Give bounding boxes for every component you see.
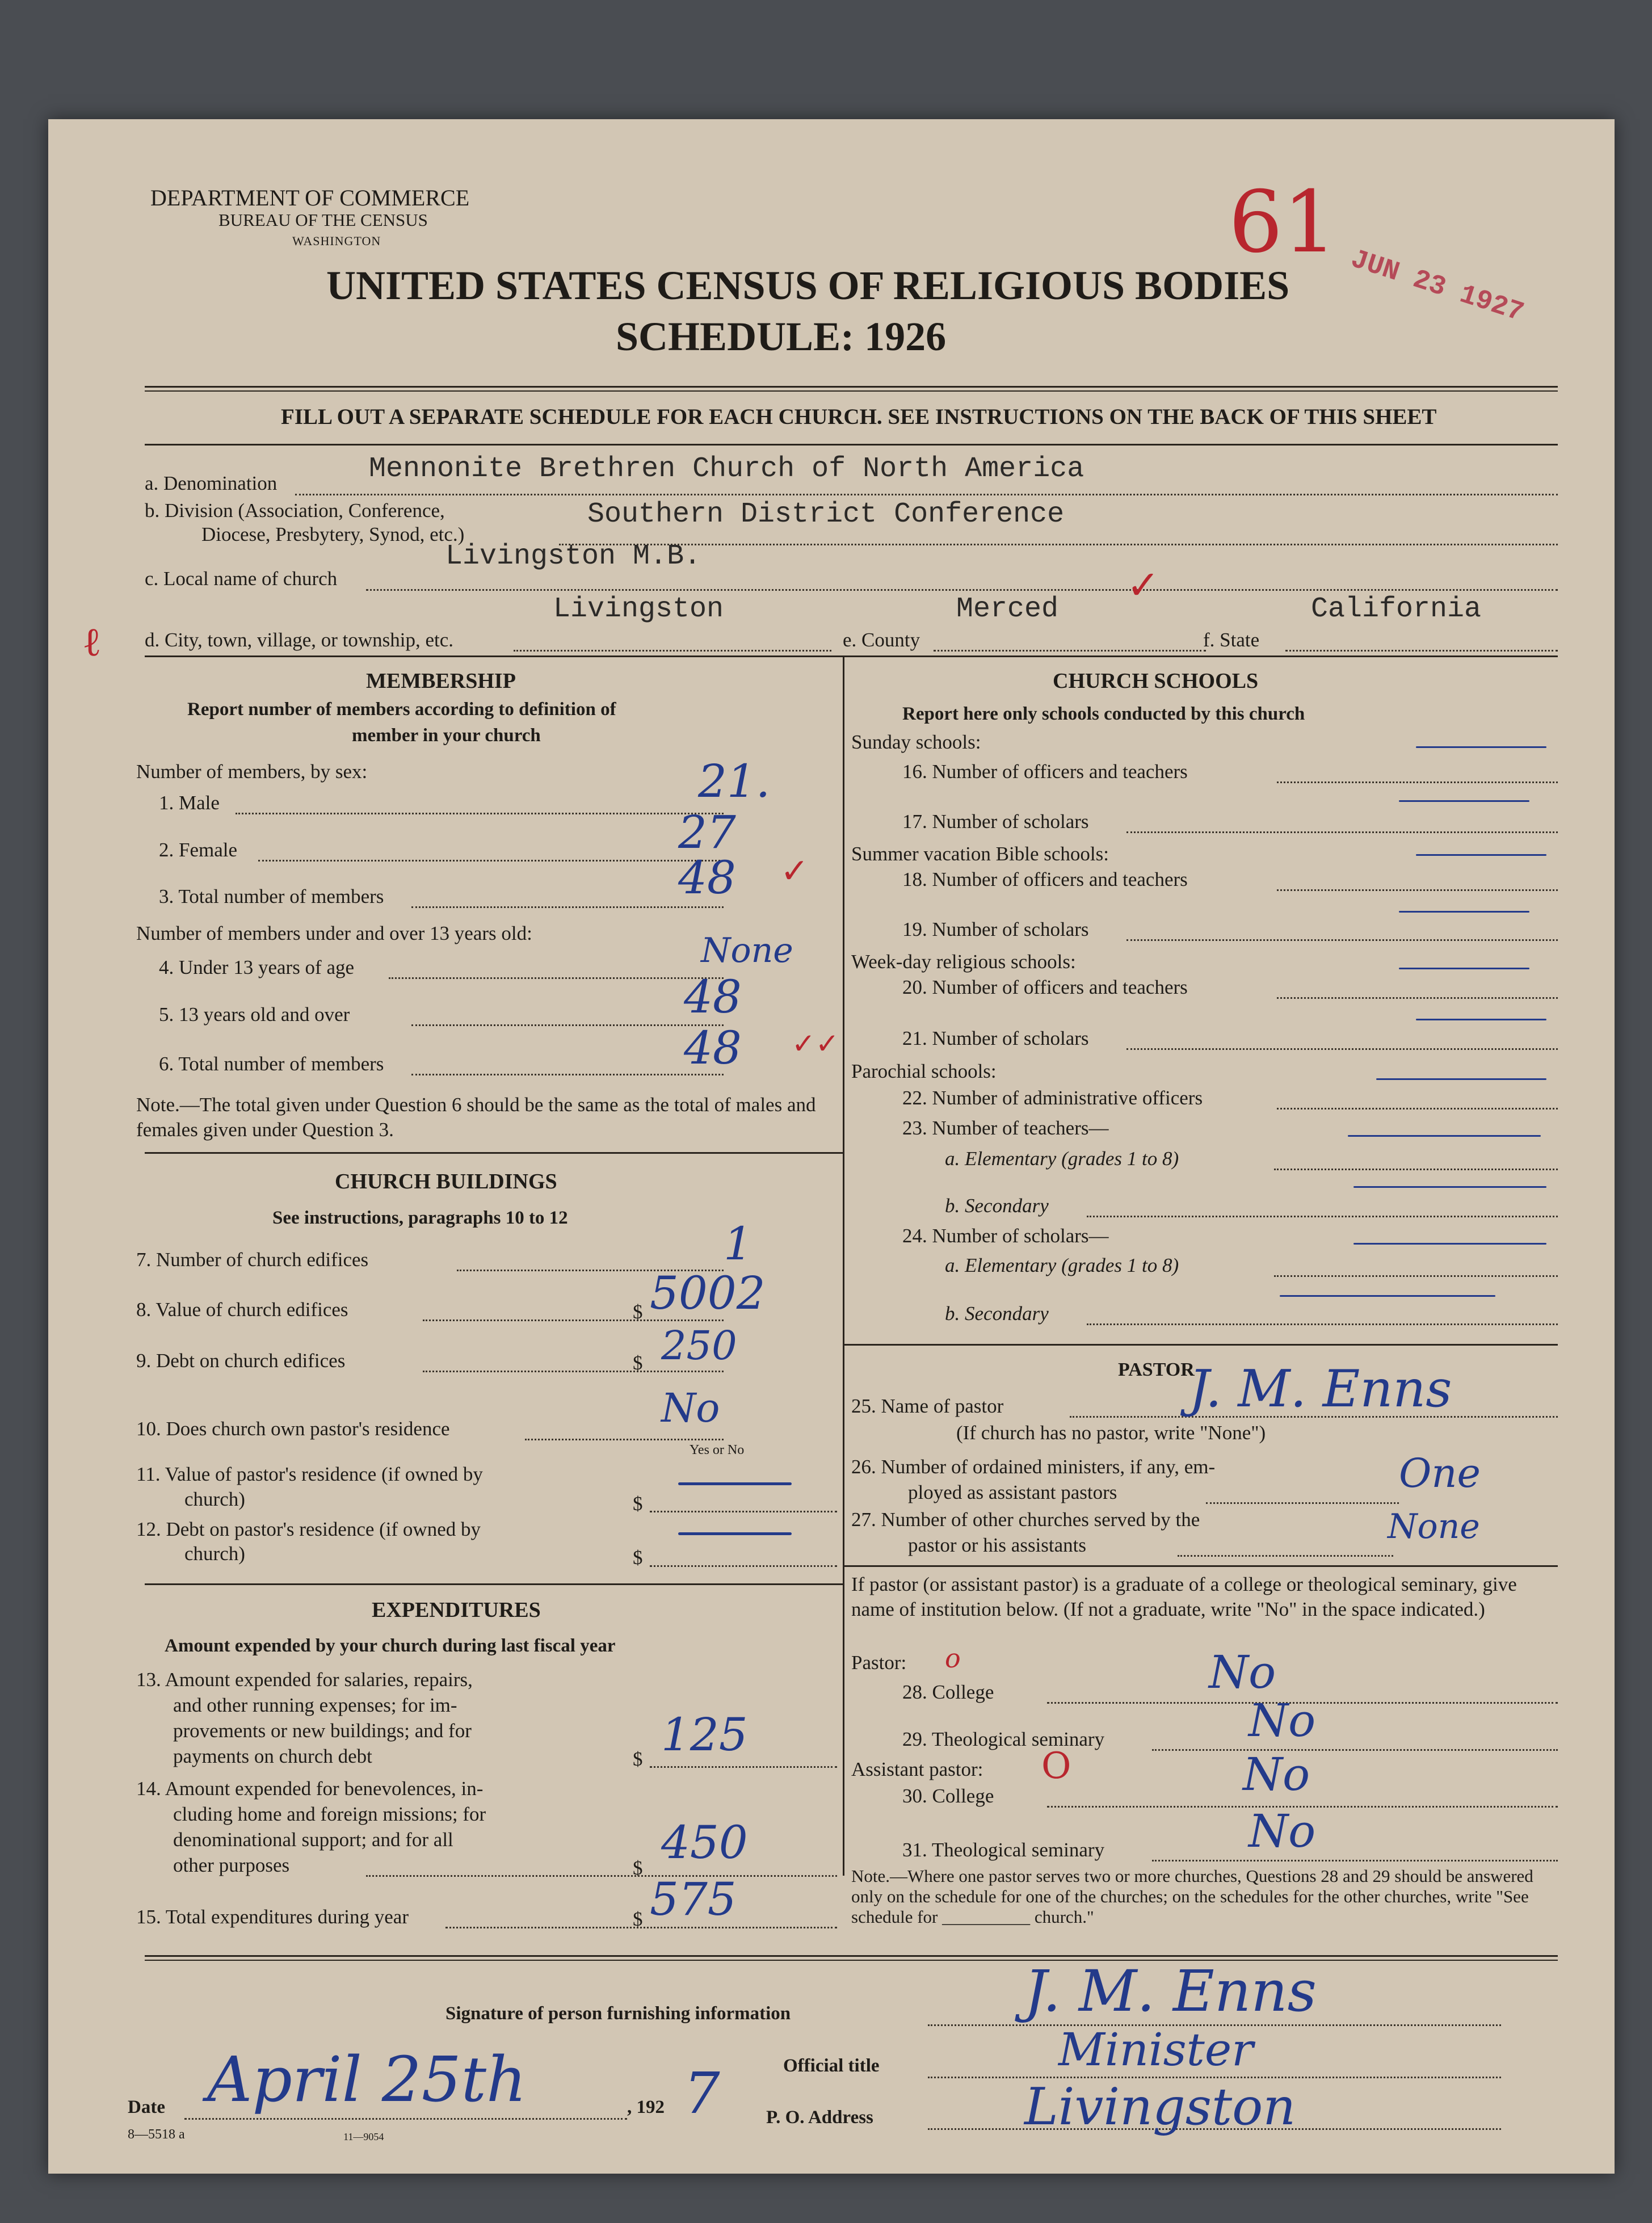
q4-label: 4. Under 13 years of age xyxy=(159,956,355,978)
q11-label-2: church) xyxy=(184,1488,245,1510)
weekday-schools-label: Week-day religious schools: xyxy=(851,951,1076,973)
q7-label: 7. Number of church edifices xyxy=(136,1249,369,1271)
division-label-2: Diocese, Presbytery, Synod, etc.) xyxy=(201,523,465,545)
q8-dollar: $ xyxy=(633,1301,643,1323)
q24b-line xyxy=(1087,1323,1558,1325)
official-title-value[interactable]: Minister xyxy=(1058,2023,1254,2076)
graduate-note: If pastor (or assistant pastor) is a graduate of a college or theological seminary, give name of institution below. (If not a graduate, write "No" in the space indicated.) xyxy=(851,1573,1517,1620)
q19-label: 19. Number of scholars xyxy=(902,918,1089,940)
q12-dollar: $ xyxy=(633,1547,643,1569)
q27-label-2: pastor or his assistants xyxy=(908,1534,1087,1556)
q10-value[interactable]: No xyxy=(661,1385,720,1431)
q10-line xyxy=(525,1439,724,1440)
q25-value[interactable]: J. M. Enns xyxy=(1189,1359,1452,1419)
q17-line xyxy=(1126,831,1558,833)
q9-label: 9. Debt on church edifices xyxy=(136,1350,346,1372)
q23b-line xyxy=(1087,1216,1558,1217)
q20-label: 20. Number of officers and teachers xyxy=(902,976,1188,998)
q24a-line xyxy=(1274,1275,1558,1277)
year-value[interactable]: 7 xyxy=(684,2060,720,2127)
po-address-value[interactable]: Livingston xyxy=(1024,2077,1296,2137)
q31-line xyxy=(1152,1860,1558,1861)
q15-line xyxy=(445,1927,837,1928)
q10-label: 10. Does church own pastor's residence xyxy=(136,1418,450,1440)
q16-label: 16. Number of officers and teachers xyxy=(902,760,1188,783)
schedule-title: SCHEDULE: 1926 xyxy=(616,314,947,359)
year-prefix: , 192 xyxy=(627,2097,665,2117)
form-title: UNITED STATES CENSUS OF RELIGIOUS BODIES xyxy=(326,263,1290,308)
q13-dollar: $ xyxy=(633,1748,643,1770)
denomination-value[interactable]: Mennonite Brethren Church of North America xyxy=(369,453,1084,485)
q1-value[interactable]: 21. xyxy=(698,755,771,808)
department-name: DEPARTMENT OF COMMERCE xyxy=(150,185,470,211)
header-rule-bottom xyxy=(145,444,1558,446)
q12-line xyxy=(650,1565,837,1567)
corner-number: 61 xyxy=(1229,173,1337,272)
official-title-label: Official title xyxy=(783,2056,880,2076)
q6-check-mark: ✓✓ xyxy=(792,1027,839,1060)
pastor-note: Note.—Where one pastor serves two or more churches, Questions 28 and 29 should be answered only on the schedule for one of the churches; on the schedules for the other churches, write "See schedule for __________ church." xyxy=(851,1866,1533,1927)
q23b-label: b. Secondary xyxy=(945,1195,1049,1217)
red-check-mark: ℓ xyxy=(82,619,102,665)
local-name-value[interactable]: Livingston M.B. xyxy=(445,540,701,573)
q11-label-1: 11. Value of pastor's residence (if owned by xyxy=(136,1463,483,1485)
q23-dash-mark xyxy=(1348,1135,1541,1137)
q19-dash-mark xyxy=(1399,911,1529,913)
membership-intro-2: member in your church xyxy=(352,725,541,746)
q5-value[interactable]: 48 xyxy=(684,970,742,1023)
yes-or-no-hint: Yes or No xyxy=(690,1443,745,1457)
q23a-dash-mark xyxy=(1353,1186,1546,1188)
state-value[interactable]: California xyxy=(1311,593,1482,625)
q3-label: 3. Total number of members xyxy=(159,885,384,907)
q2-line xyxy=(258,860,724,862)
q22-dash-mark xyxy=(1376,1078,1546,1080)
q23a-line xyxy=(1274,1169,1558,1170)
q29-value[interactable]: No xyxy=(1249,1694,1316,1747)
q13-label-3: provements or new buildings; and for xyxy=(173,1720,472,1742)
q29-line xyxy=(1152,1749,1558,1751)
expenditures-title: EXPENDITURES xyxy=(372,1598,541,1622)
q4-line xyxy=(389,977,724,979)
q27-line xyxy=(1178,1555,1393,1557)
city-value[interactable]: Livingston xyxy=(553,593,724,625)
q24-label: 24. Number of scholars— xyxy=(902,1225,1109,1247)
buildings-intro: See instructions, paragraphs 10 to 12 xyxy=(272,1208,568,1228)
q24b-label: b. Secondary xyxy=(945,1302,1049,1325)
q2-label: 2. Female xyxy=(159,839,238,861)
q28-value[interactable]: No xyxy=(1209,1646,1276,1699)
q24a-label: a. Elementary (grades 1 to 8) xyxy=(945,1254,1179,1276)
q21-dash-mark xyxy=(1416,1019,1546,1020)
q3-check-mark: ✓ xyxy=(780,851,809,891)
q15-value[interactable]: 575 xyxy=(650,1873,737,1926)
q8-line xyxy=(423,1319,724,1321)
column-divider xyxy=(843,655,844,1876)
q25-label: 25. Name of pastor xyxy=(851,1395,1004,1417)
q28-label: 28. College xyxy=(902,1681,994,1703)
q8-label: 8. Value of church edifices xyxy=(136,1298,348,1321)
membership-note: Note.—The total given under Question 6 should be the same as the total of males and females given under Question 3. xyxy=(136,1094,816,1141)
q20-dash-mark xyxy=(1399,968,1529,969)
q1-line xyxy=(236,813,724,814)
signature-value[interactable]: J. M. Enns xyxy=(1024,1958,1317,2024)
signature-label: Signature of person furnishing information xyxy=(445,2003,791,2024)
state-line xyxy=(1285,650,1558,652)
q5-line xyxy=(411,1024,724,1026)
footer-rule-2 xyxy=(145,1960,1558,1961)
expenditures-intro: Amount expended by your church during last fiscal year xyxy=(165,1636,616,1656)
q18-dash-mark xyxy=(1416,854,1546,856)
q14-dollar: $ xyxy=(633,1857,643,1879)
q14-line xyxy=(366,1875,837,1877)
header-rule-top xyxy=(145,386,1558,388)
separate-schedule-instruction: FILL OUT A SEPARATE SCHEDULE FOR EACH CHURCH. SEE INSTRUCTIONS ON THE BACK OF THIS SHEET xyxy=(281,405,1437,429)
division-value[interactable]: Southern District Conference xyxy=(587,498,1065,531)
q21-line xyxy=(1126,1048,1558,1050)
assistant-red-mark: O xyxy=(1041,1745,1071,1787)
assistant-pastor-label: Assistant pastor: xyxy=(851,1758,983,1780)
q14-label-4: other purposes xyxy=(173,1854,290,1876)
buildings-rule xyxy=(145,1583,843,1585)
denomination-line xyxy=(295,494,1558,495)
q31-label: 31. Theological seminary xyxy=(902,1839,1105,1861)
local-name-line xyxy=(366,589,1558,591)
q21-label: 21. Number of scholars xyxy=(902,1027,1089,1049)
pastor-red-mark: o xyxy=(945,1643,961,1674)
schools-title: CHURCH SCHOOLS xyxy=(1053,669,1259,693)
q6-line xyxy=(411,1074,724,1075)
po-address-label: P. O. Address xyxy=(766,2107,873,2128)
members-by-sex-label: Number of members, by sex: xyxy=(136,760,368,783)
q4-value[interactable]: None xyxy=(701,931,793,970)
city-label: d. City, town, village, or township, etc. xyxy=(145,629,454,651)
q14-value[interactable]: 450 xyxy=(661,1816,748,1869)
sunday-schools-label: Sunday schools: xyxy=(851,731,981,753)
q15-label: 15. Total expenditures during year xyxy=(136,1906,409,1928)
pastor-rule xyxy=(843,1565,1558,1567)
q16-dash-mark xyxy=(1416,746,1546,748)
membership-intro-1: Report number of members according to definition of xyxy=(187,699,616,720)
print-number: 11—9054 xyxy=(343,2131,384,2142)
summer-schools-label: Summer vacation Bible schools: xyxy=(851,843,1109,865)
q14-label-2: cluding home and foreign missions; for xyxy=(173,1803,486,1825)
q9-line xyxy=(423,1371,724,1372)
membership-title: MEMBERSHIP xyxy=(366,669,516,693)
local-name-label: c. Local name of church xyxy=(145,568,338,590)
q24a-dash-mark xyxy=(1280,1295,1495,1297)
general-rule xyxy=(145,655,1558,657)
q31-value[interactable]: No xyxy=(1249,1805,1316,1858)
q30-label: 30. College xyxy=(902,1785,994,1807)
q7-value[interactable]: 1 xyxy=(724,1217,753,1270)
q13-label-2: and other running expenses; for im- xyxy=(173,1694,457,1716)
pastor-label: Pastor: xyxy=(851,1652,907,1674)
parochial-schools-label: Parochial schools: xyxy=(851,1060,997,1082)
schools-intro: Report here only schools conducted by this church xyxy=(902,704,1305,724)
q6-label: 6. Total number of members xyxy=(159,1053,384,1075)
q14-label-3: denominational support; and for all xyxy=(173,1829,453,1851)
denomination-label: a. Denomination xyxy=(145,472,278,494)
q13-label-4: payments on church debt xyxy=(173,1745,372,1767)
q25-hint: (If church has no pastor, write "None") xyxy=(956,1422,1266,1444)
q12-label-1: 12. Debt on pastor's residence (if owned by xyxy=(136,1518,481,1540)
q9-value[interactable]: 250 xyxy=(661,1322,737,1369)
q18-label: 18. Number of officers and teachers xyxy=(902,868,1188,890)
county-value[interactable]: Merced xyxy=(956,593,1059,625)
q11-line xyxy=(650,1511,837,1512)
q30-value[interactable]: No xyxy=(1243,1748,1310,1801)
q6-value[interactable]: 48 xyxy=(684,1022,742,1074)
q22-line xyxy=(1277,1108,1558,1110)
division-line xyxy=(559,544,1558,545)
q13-line xyxy=(650,1766,837,1768)
q29-label: 29. Theological seminary xyxy=(902,1728,1105,1750)
q13-value[interactable]: 125 xyxy=(661,1708,748,1761)
q13-label-1: 13. Amount expended for salaries, repairs, xyxy=(136,1669,473,1691)
q3-value[interactable]: 48 xyxy=(678,851,736,904)
buildings-title: CHURCH BUILDINGS xyxy=(335,1170,557,1194)
q11-dash-mark xyxy=(678,1482,792,1485)
q22-label: 22. Number of administrative officers xyxy=(902,1087,1203,1109)
bureau-city: WASHINGTON xyxy=(292,234,381,248)
state-label: f. State xyxy=(1203,629,1260,651)
q1-label: 1. Male xyxy=(159,792,220,814)
schools-rule xyxy=(843,1344,1558,1346)
q20-line xyxy=(1277,997,1558,999)
q11-dollar: $ xyxy=(633,1493,643,1515)
q17-dash-mark xyxy=(1399,800,1529,802)
city-line xyxy=(514,650,831,652)
q26-label-2: ployed as assistant pastors xyxy=(908,1481,1117,1503)
q24-dash-mark xyxy=(1353,1243,1546,1245)
membership-rule xyxy=(145,1152,843,1154)
q18-line xyxy=(1277,889,1558,891)
q26-label-1: 26. Number of ordained ministers, if any, em- xyxy=(851,1456,1216,1478)
county-label: e. County xyxy=(843,629,920,651)
q3-line xyxy=(411,906,724,908)
q12-label-2: church) xyxy=(184,1543,245,1565)
county-check-mark: ✓ xyxy=(1126,562,1160,608)
q12-dash-mark xyxy=(678,1532,792,1535)
q23a-label: a. Elementary (grades 1 to 8) xyxy=(945,1148,1179,1170)
q5-label: 5. 13 years old and over xyxy=(159,1003,350,1026)
q23-label: 23. Number of teachers— xyxy=(902,1117,1109,1139)
county-line xyxy=(934,650,1206,652)
q9-dollar: $ xyxy=(633,1352,643,1374)
date-label: Date xyxy=(128,2097,165,2117)
q19-line xyxy=(1126,939,1558,941)
division-label-1: b. Division (Association, Conference, xyxy=(145,499,445,522)
q26-value[interactable]: One xyxy=(1399,1450,1481,1497)
q14-label-1: 14. Amount expended for benevolences, in- xyxy=(136,1777,484,1800)
q27-value[interactable]: None xyxy=(1388,1507,1480,1547)
q27-label-1: 27. Number of other churches served by the xyxy=(851,1508,1200,1531)
q2-value[interactable]: 27 xyxy=(678,806,736,859)
footer-rule xyxy=(145,1955,1558,1957)
census-schedule-sheet xyxy=(48,119,1615,2174)
date-line xyxy=(184,2118,627,2120)
q15-dollar: $ xyxy=(633,1908,643,1930)
pastor-title: PASTOR xyxy=(1118,1359,1195,1380)
header-rule-top-2 xyxy=(145,390,1558,392)
bureau-name: BUREAU OF THE CENSUS xyxy=(218,210,428,230)
q26-line xyxy=(1206,1502,1399,1504)
q17-label: 17. Number of scholars xyxy=(902,810,1089,833)
date-value[interactable]: April 25th xyxy=(207,2043,527,2116)
q16-line xyxy=(1277,781,1558,783)
members-by-age-label: Number of members under and over 13 years old: xyxy=(136,922,532,944)
received-date-stamp: JUN 23 1927 xyxy=(1347,244,1528,329)
q8-value[interactable]: 5002 xyxy=(650,1267,766,1319)
form-number: 8—5518 a xyxy=(128,2127,185,2142)
